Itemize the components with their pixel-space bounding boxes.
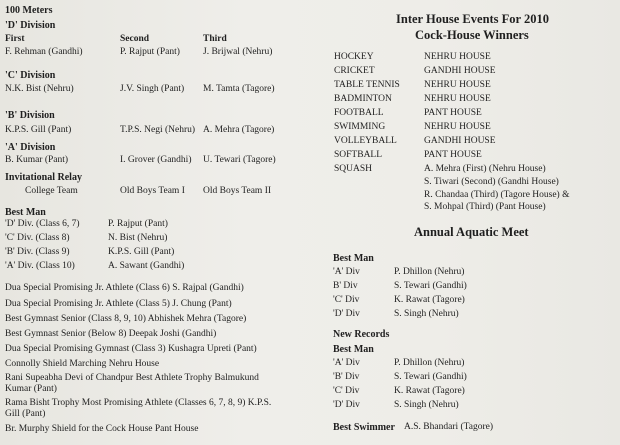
record-div: 'D' Div [333, 400, 360, 410]
award-line: Gill (Pant) [5, 409, 46, 419]
relay-third: Old Boys Team II [203, 186, 272, 196]
award-line: Dua Special Promising Jr. Athlete (Class 6) S. Rajpal (Gandhi) [5, 283, 244, 293]
aquatic-title: Annual Aquatic Meet [414, 225, 529, 239]
squash-extra: R. Chandaa (Third) (Tagore House) & [424, 190, 570, 200]
relay-title: Invitational Relay [5, 172, 82, 183]
header-third: Third [203, 34, 227, 44]
event-name: SQUASH [334, 164, 373, 174]
best-man-name: A. Sawant (Gandhi) [108, 261, 185, 271]
division-name: 'A' Division [5, 142, 56, 153]
best-man-div: 'C' Div. (Class 8) [5, 233, 70, 243]
header-first: First [5, 34, 25, 44]
third-place: U. Tewari (Tagore) [203, 155, 276, 165]
event-name: CRICKET [334, 66, 375, 76]
third-place: A. Mehra (Tagore) [203, 125, 275, 135]
record-div: 'B' Div [333, 372, 360, 382]
right-title: Inter House Events For 2010 [396, 12, 550, 26]
best-swimmer-name: A.S. Bhandari (Tagore) [404, 422, 494, 432]
record-name: K. Rawat (Tagore) [394, 386, 465, 396]
first-place: B. Kumar (Pant) [5, 155, 69, 165]
aquatic-best-man-title: Best Man [333, 253, 374, 264]
record-name: P. Dhillon (Nehru) [394, 358, 465, 368]
winning-house: A. Mehra (First) (Nehru House) [424, 164, 546, 174]
first-place: K.P.S. Gill (Pant) [5, 125, 72, 135]
first-place: N.K. Bist (Nehru) [5, 84, 74, 94]
aquatic-name: P. Dhillon (Nehru) [394, 267, 465, 277]
third-place: J. Brijwal (Nehru) [203, 47, 273, 57]
record-name: S. Singh (Nehru) [394, 400, 459, 410]
award-line: Br. Murphy Shield for the Cock House Pant House [5, 424, 199, 434]
division-name: 'C' Division [5, 70, 56, 81]
relay-first: College Team [25, 186, 78, 196]
aquatic-div: 'A' Div [333, 267, 360, 277]
second-place: P. Rajput (Pant) [120, 47, 180, 57]
second-place: J.V. Singh (Pant) [120, 84, 185, 94]
winning-house: PANT HOUSE [424, 150, 482, 160]
aquatic-name: S. Tewari (Gandhi) [394, 281, 467, 291]
squash-extra: S. Mohpal (Third) (Pant House) [424, 202, 546, 212]
best-man-name: N. Bist (Nehru) [108, 233, 168, 243]
winning-house: NEHRU HOUSE [424, 52, 491, 62]
winning-house: NEHRU HOUSE [424, 80, 491, 90]
winning-house: NEHRU HOUSE [424, 122, 491, 132]
event-title: 100 Meters [5, 5, 53, 16]
award-line: Dua Special Promising Jr. Athlete (Class 5) J. Chung (Pant) [5, 299, 232, 309]
event-name: TABLE TENNIS [334, 80, 400, 90]
aquatic-div: 'D' Div [333, 309, 360, 319]
aquatic-div: B' Div [333, 281, 358, 291]
award-line: Best Gymnast Senior (Class 8, 9, 10) Abhishek Mehra (Tagore) [5, 314, 247, 324]
record-div: 'A' Div [333, 358, 360, 368]
record-name: S. Tewari (Gandhi) [394, 372, 467, 382]
aquatic-name: K. Rawat (Tagore) [394, 295, 465, 305]
award-line: Dua Special Promising Gymnast (Class 3) Kushagra Upreti (Pant) [5, 344, 257, 354]
best-man-title: Best Man [5, 207, 46, 218]
aquatic-name: S. Singh (Nehru) [394, 309, 459, 319]
winning-house: PANT HOUSE [424, 108, 482, 118]
event-name: FOOTBALL [334, 108, 384, 118]
award-line: Rama Bisht Trophy Most Promising Athlete (Classes 6, 7, 8, 9) K.P.S. [5, 398, 272, 408]
best-man-div: 'A' Div. (Class 10) [5, 261, 75, 271]
first-place: F. Rehman (Gandhi) [5, 47, 83, 57]
header-second: Second [120, 34, 150, 44]
best-man-name: P. Rajput (Pant) [108, 219, 168, 229]
winning-house: GANDHI HOUSE [424, 136, 496, 146]
third-place: M. Tamta (Tagore) [203, 84, 275, 94]
best-man-name: K.P.S. Gill (Pant) [108, 247, 175, 257]
division-name: 'B' Division [5, 110, 55, 121]
best-man-div: 'D' Div. (Class 6, 7) [5, 219, 80, 229]
record-div: 'C' Div [333, 386, 360, 396]
event-name: VOLLEYBALL [334, 136, 397, 146]
second-place: I. Grover (Gandhi) [120, 155, 192, 165]
winning-house: GANDHI HOUSE [424, 66, 496, 76]
winning-house: NEHRU HOUSE [424, 94, 491, 104]
relay-second: Old Boys Team I [120, 186, 185, 196]
best-man-div: 'B' Div. (Class 9) [5, 247, 70, 257]
best-swimmer-label: Best Swimmer [333, 422, 395, 433]
event-name: HOCKEY [334, 52, 374, 62]
second-place: T.P.S. Negi (Nehru) [120, 125, 196, 135]
event-name: BADMINTON [334, 94, 392, 104]
award-line: Rani Supeabha Devi of Chandpur Best Athlete Trophy Balmukund [5, 373, 259, 383]
division-name: 'D' Division [5, 20, 56, 31]
award-line: Kumar (Pant) [5, 384, 57, 394]
event-name: SWIMMING [334, 122, 386, 132]
records-title: New Records [333, 329, 390, 340]
award-line: Connolly Shield Marching Nehru House [5, 359, 160, 369]
event-name: SOFTBALL [334, 150, 383, 160]
aquatic-div: 'C' Div [333, 295, 360, 305]
squash-extra: S. Tiwari (Second) (Gandhi House) [424, 177, 559, 187]
award-line: Best Gymnast Senior (Below 8) Deepak Joshi (Gandhi) [5, 329, 217, 339]
right-subtitle: Cock-House Winners [415, 28, 529, 42]
records-best-man-title: Best Man [333, 344, 374, 355]
